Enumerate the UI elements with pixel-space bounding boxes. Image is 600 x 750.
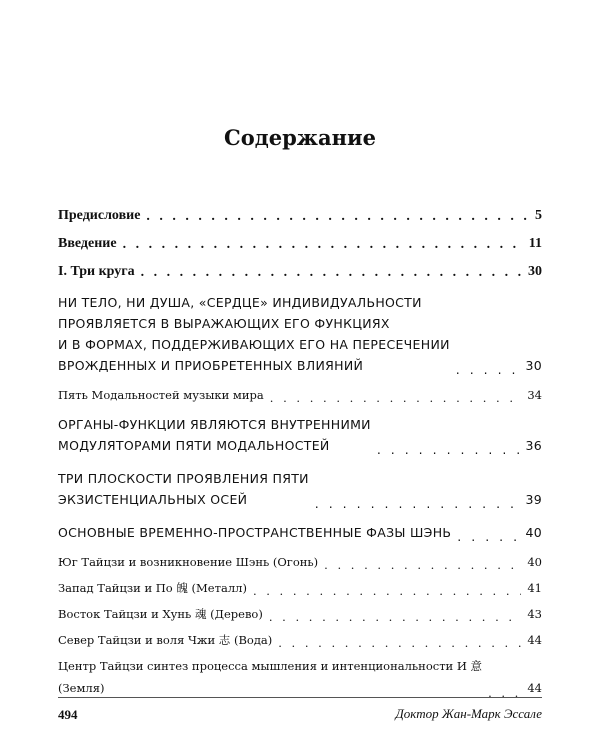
page-title: Содержание <box>224 125 376 150</box>
toc-entry-label: I. Три круга <box>58 264 135 279</box>
toc-label-line: НИ ТЕЛО, НИ ДУША, «СЕРДЦЕ» ИНДИВИДУАЛЬНОСТИ <box>58 295 422 310</box>
toc-label-line: ОРГАНЫ-ФУНКЦИИ ЯВЛЯЮТСЯ ВНУТРЕННИМИ <box>58 417 371 432</box>
toc-entry-page: 30 <box>525 358 542 373</box>
toc-leader-dots <box>269 612 522 624</box>
toc-entry-label: Пять Модальностей музыки мира <box>58 388 264 402</box>
toc-entry-page: 30 <box>528 264 542 279</box>
toc-entry-page: 39 <box>525 492 542 507</box>
toc-entry-vvedenie <box>58 226 542 252</box>
toc-entry-pyat-modalnostey <box>58 382 542 404</box>
toc-label-line: ЭКЗИСТЕНЦИАЛЬНЫХ ОСЕЙ <box>58 492 248 507</box>
toc-leader-dots <box>146 210 529 224</box>
toc-leader-dots <box>457 531 519 544</box>
toc-entry-tri-ploskosti <box>58 468 542 510</box>
toc-entry-label: Восток Тайцзи и Хунь 魂 (Дерево) <box>58 607 263 621</box>
toc-entry-label: Запад Тайцзи и По 魄 (Металл) <box>58 581 247 595</box>
author-name: Доктор Жан-Марк Эссале <box>395 706 542 721</box>
toc-entry-osnovnye <box>58 522 542 543</box>
page-number: 494 <box>58 707 78 722</box>
toc-label-line: Центр Тайцзи синтез процесса мышления и интенциональности И 意 <box>58 659 483 673</box>
toc-label-line: ПРОЯВЛЯЕТСЯ В ВЫРАЖАЮЩИХ ЕГО ФУНКЦИЯХ <box>58 316 390 331</box>
toc-entry-label: Предисловие <box>58 208 141 223</box>
toc-entry-label: Север Тайцзи и воля Чжи 志 (Вода) <box>58 633 273 647</box>
toc-entry-page: 34 <box>527 388 542 402</box>
toc-entry-centr <box>58 655 542 699</box>
toc-entry-predislovie <box>58 198 542 224</box>
toc-entry-page: 41 <box>527 581 542 595</box>
toc-entry-page: 44 <box>527 633 542 647</box>
toc-entry-label: Юг Тайцзи и возникновение Шэнь (Огонь) <box>58 555 319 569</box>
toc-leader-dots <box>456 364 520 377</box>
toc-leader-dots <box>324 560 521 572</box>
toc-leader-dots <box>253 586 521 598</box>
toc-leader-dots <box>270 393 522 405</box>
toc-entry-page: 43 <box>527 607 542 621</box>
toc-entry-label <box>58 414 371 456</box>
toc-entry-yug <box>58 549 542 571</box>
toc-leader-dots <box>377 444 520 457</box>
footer-divider <box>58 697 542 698</box>
toc-entry-label <box>58 292 450 376</box>
toc-entry-page: 40 <box>527 555 542 569</box>
toc-entry-page: 44 <box>527 681 542 695</box>
toc-leader-dots <box>141 266 522 280</box>
toc-label-line: (Земля) <box>58 681 105 695</box>
toc-leader-dots <box>315 498 520 511</box>
toc-label-line: МОДУЛЯТОРАМИ ПЯТИ МОДАЛЬНОСТЕЙ <box>58 438 330 453</box>
toc-label-line: И В ФОРМАХ, ПОДДЕРЖИВАЮЩИХ ЕГО НА ПЕРЕСЕЧЕНИИ <box>58 337 450 352</box>
toc-entry-page: 40 <box>525 525 542 540</box>
toc-entry-ni-telo <box>58 292 542 376</box>
toc-entry-page: 11 <box>528 236 542 251</box>
toc-entry-organy <box>58 414 542 456</box>
toc-entry-label <box>58 655 482 699</box>
toc-entry-page: 5 <box>535 208 542 223</box>
toc-label-line: ТРИ ПЛОСКОСТИ ПРОЯВЛЕНИЯ ПЯТИ <box>58 471 309 486</box>
table-of-contents <box>58 198 542 699</box>
toc-leader-dots <box>278 638 521 650</box>
toc-entry-page: 36 <box>525 438 542 453</box>
toc-entry-sever <box>58 627 542 649</box>
toc-entry-zapad <box>58 575 542 597</box>
toc-label-line: ВРОЖДЕННЫХ И ПРИОБРЕТЕННЫХ ВЛИЯНИЙ <box>58 358 364 373</box>
toc-entry-label: Введение <box>58 236 117 251</box>
toc-leader-dots <box>123 238 523 252</box>
toc-entry-vostok <box>58 601 542 623</box>
toc-entry-label: ОСНОВНЫЕ ВРЕМЕННО-ПРОСТРАНСТВЕННЫЕ ФАЗЫ ШЭНЬ <box>58 525 452 540</box>
toc-entry-tri-kruga <box>58 254 542 280</box>
toc-entry-label <box>58 468 309 510</box>
